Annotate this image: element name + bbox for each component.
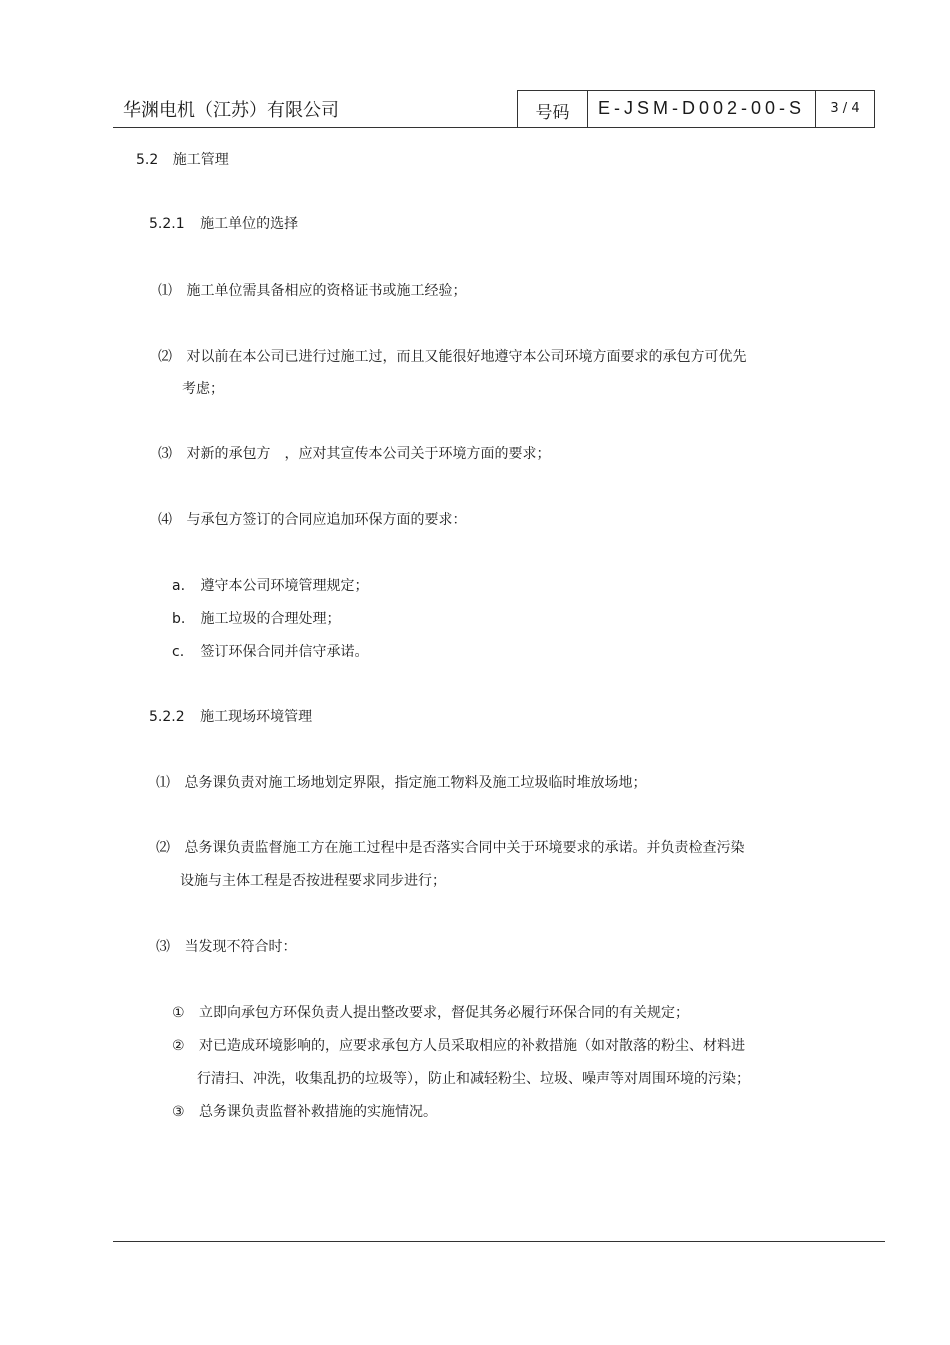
item-number: ⑶ [158,446,172,462]
item-text-continuation: 考虑； [182,381,224,397]
list-item [158,346,746,366]
list-item [158,280,466,300]
section-number: 5.2.1 [149,216,185,232]
list-item [158,509,466,529]
sub-item-text: 对已造成环境影响的，应要求承包方人员采取相应的补救措施（如对散落的粉尘、材料进 [199,1038,746,1054]
sub-item-text: 总务课负责监督补救措施的实施情况。 [199,1104,438,1120]
document-code: E-JSM-D002-00-S [597,98,806,118]
section-heading-5-2-2 [149,706,312,726]
section-heading-5-2-1 [149,213,298,233]
page-number: 3 / 4 [830,101,860,116]
footer-divider [113,1241,885,1242]
sub-item-letter: a. [172,578,186,594]
company-name: 华渊电机（江苏）有限公司 [123,100,339,121]
item-text: 总务课负责监督施工方在施工过程中是否落实合同中关于环境要求的承诺。并负责检查污染 [184,840,745,856]
item-text: 与承包方签订的合同应追加环保方面的要求： [186,512,467,528]
section-number: 5.2.2 [149,709,185,725]
sub-list-item [172,1101,437,1121]
section-title: 施工单位的选择 [200,216,299,232]
item-number: ⑷ [158,512,172,528]
sub-list-item [172,1002,689,1022]
item-text: 当发现不符合时： [184,939,297,955]
item-text: 施工单位需具备相应的资格证书或施工经验； [186,283,467,299]
section-number: 5.2 [136,152,159,168]
list-item [156,936,296,956]
sub-item-number: ③ [172,1104,185,1120]
sub-item-number: ① [172,1005,185,1021]
sub-item-text: 施工垃圾的合理处理； [200,611,341,627]
sub-list-item [172,608,340,628]
item-number: ⑵ [158,349,172,365]
sub-list-item [172,1035,745,1055]
item-number: ⑴ [156,775,170,791]
list-item [158,443,550,463]
list-item [156,772,646,792]
sub-list-item [172,575,368,595]
section-heading-5-2 [136,149,229,169]
section-title: 施工管理 [172,152,229,168]
document-code-label-cell [517,90,588,127]
item-text: 对以前在本公司已进行过施工过，而且又能很好地遵守本公司环境方面要求的承包方可优先 [186,349,747,365]
sub-item-letter: b. [172,611,186,627]
item-number: ⑴ [158,283,172,299]
sub-item-text: 立即向承包方环保负责人提出整改要求，督促其务必履行环保合同的有关规定； [199,1005,690,1021]
item-number: ⑵ [156,840,170,856]
document-code-label: 号码 [535,103,570,123]
sub-item-text-continuation: 行清扫、冲洗，收集乱扔的垃圾等），防止和减轻粉尘、垃圾、噪声等对周围环境的污染； [197,1071,750,1087]
sub-list-item [172,641,368,661]
section-title: 施工现场环境管理 [200,709,313,725]
sub-item-letter: c. [172,644,185,660]
document-code-cell [587,90,816,127]
sub-item-text: 签订环保合同并信守承诺。 [200,644,369,660]
sub-item-text: 遵守本公司环境管理规定； [200,578,369,594]
item-number: ⑶ [156,939,170,955]
header-divider [113,127,875,128]
item-text: 总务课负责对施工场地划定界限，指定施工物料及施工垃圾临时堆放场地； [184,775,647,791]
page-number-cell [815,90,875,127]
sub-item-number: ② [172,1038,185,1054]
item-text: 对新的承包方 ，应对其宣传本公司关于环境方面的要求； [186,446,551,462]
list-item [156,837,744,857]
item-text-continuation: 设施与主体工程是否按进程要求同步进行； [180,873,446,889]
